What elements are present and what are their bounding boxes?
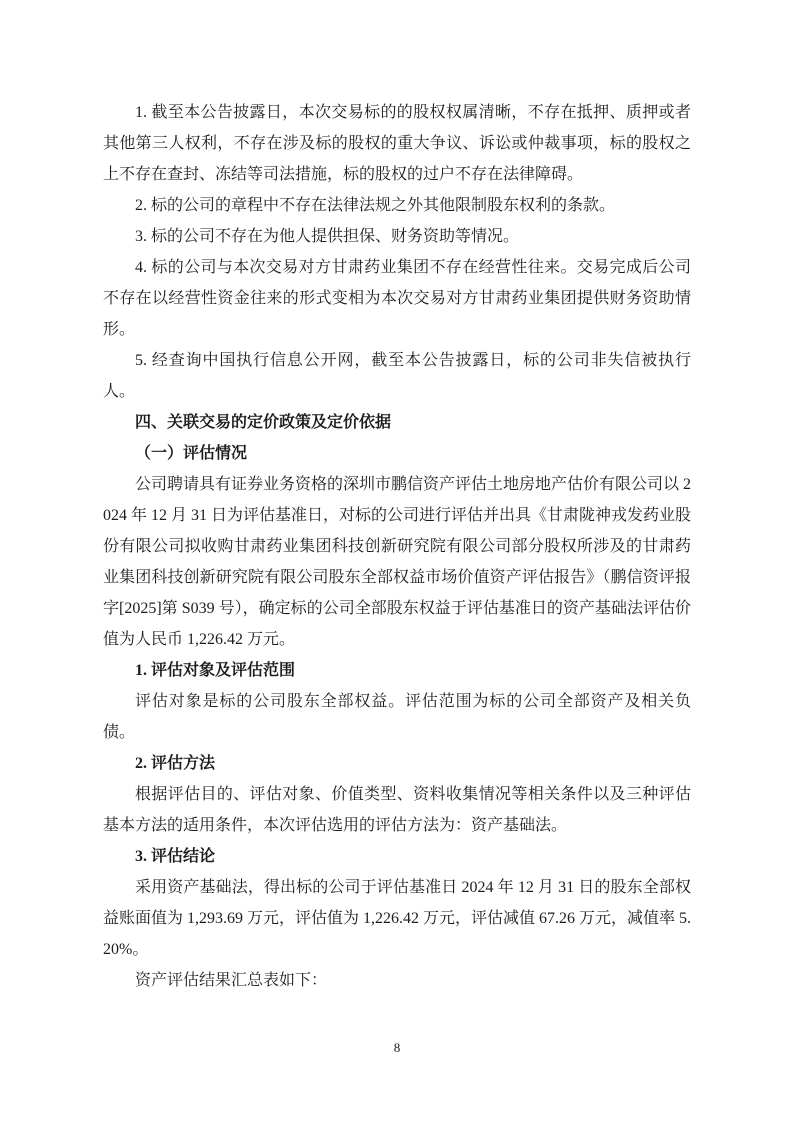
subsection-heading-evaluation-overview: （一）评估情况	[135, 445, 248, 462]
section-heading-pricing-policy: 四、关联交易的定价政策及定价依据	[135, 414, 392, 431]
paragraph-no-operational-dealings: 4. 标的公司与本次交易对方甘肃药业集团不存在经营性往来。交易完成后公司不存在以经营性资金往来的形式变相为本次交易对方甘肃药业集团提供财务资助情形。	[103, 259, 691, 338]
paragraph-evaluation-scope: 评估对象是标的公司股东全部权益。评估范围为标的公司全部资产及相关负债。	[103, 693, 691, 741]
paragraph-equity-ownership-clean: 1. 截至本公告披露日，本次交易标的的股权权属清晰，不存在抵押、质押或者其他第三人权利，不存在涉及标的股权的重大争议、诉讼或仲裁事项，标的股权之上不存在查封、冻结等司法措施，标的股权的过户不存在法律障碍。	[103, 104, 691, 183]
paragraph-not-dishonest-executee: 5. 经查询中国执行信息公开网，截至本公告披露日，标的公司非失信被执行人。	[103, 352, 691, 400]
paragraph-no-guarantees: 3. 标的公司不存在为他人提供担保、财务资助等情况。	[135, 228, 520, 245]
page-footer	[0, 1038, 794, 1058]
paragraph-evaluation-conclusion: 采用资产基础法，得出标的公司于评估基准日 2024 年 12 月 31 日的股东全部权益账面值为 1,293.69 万元，评估值为 1,226.42 万元，评估减值 67.26 万元，减值率 5.20%。	[103, 879, 692, 958]
page-number: 8	[393, 1040, 401, 1055]
paragraph-summary-table-intro: 资产评估结果汇总表如下：	[135, 972, 328, 989]
subsection-heading-evaluation-method: 2. 评估方法	[135, 755, 216, 772]
paragraph-articles-no-restrictions: 2. 标的公司的章程中不存在法律法规之外其他限制股东权利的条款。	[135, 197, 616, 214]
subsection-heading-evaluation-conclusion: 3. 评估结论	[135, 848, 216, 865]
paragraph-evaluation-method: 根据评估目的、评估对象、价值类型、资料收集情况等相关条件以及三种评估基本方法的适用条件，本次评估选用的评估方法为：资产基础法。	[103, 786, 691, 834]
paragraph-appraisal-engagement: 公司聘请具有证券业务资格的深圳市鹏信资产评估土地房地产估价有限公司以 2024 年 12 月 31 日为评估基准日，对标的公司进行评估并出具《甘肃陇神戎发药业股份有限公司拟收购甘肃药业集团科技创新研究院有限公司部分股权所涉及的甘肃药业集团科技创新研究院有限公司股东全部权益市场价值资产评估报告》（鹏信资评报字[2025]第 S039 号），确定标的公司全部股东权益于评估基准日的资产基础法评估价值为人民币 1,226.42 万元。	[103, 476, 692, 648]
subsection-heading-evaluation-scope: 1. 评估对象及评估范围	[135, 662, 296, 679]
